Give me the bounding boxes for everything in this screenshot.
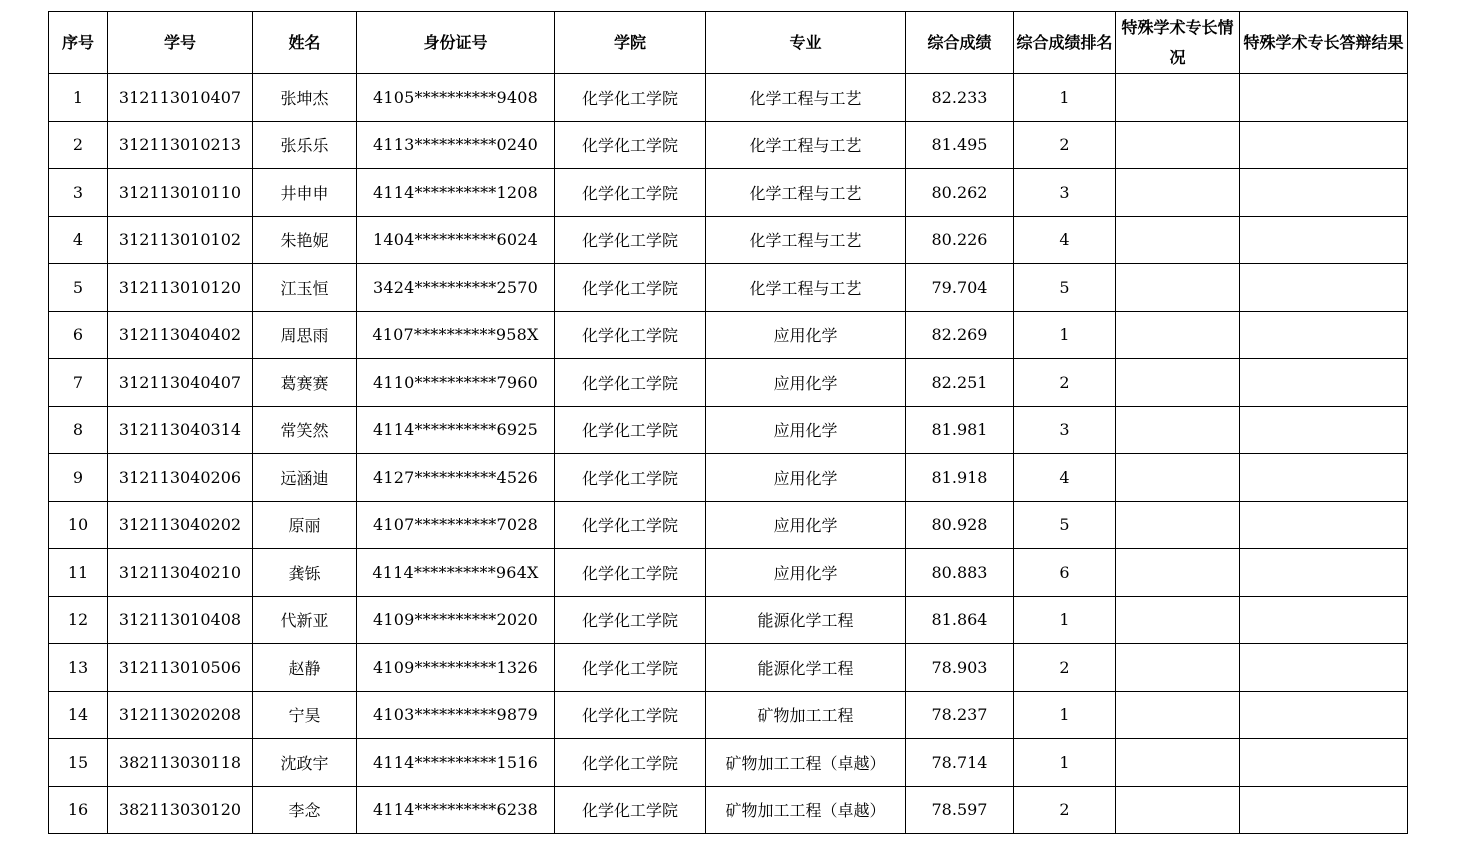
table-row xyxy=(49,216,1408,264)
cell-overall-score: 81.918 xyxy=(906,454,1014,502)
cell-student-id: 312113020208 xyxy=(108,691,253,739)
cell-index: 6 xyxy=(49,311,108,359)
cell-index: 7 xyxy=(49,359,108,407)
cell-college: 化学化工学院 xyxy=(555,644,706,692)
cell-score-rank: 1 xyxy=(1014,691,1116,739)
cell-defense-result xyxy=(1240,264,1408,312)
table-header xyxy=(49,12,1408,74)
cell-name: 井申申 xyxy=(253,169,357,217)
cell-defense-result xyxy=(1240,501,1408,549)
cell-special-expertise xyxy=(1116,691,1240,739)
table-row xyxy=(49,406,1408,454)
cell-score-rank: 2 xyxy=(1014,359,1116,407)
cell-index: 1 xyxy=(49,74,108,122)
cell-special-expertise xyxy=(1116,454,1240,502)
cell-major: 矿物加工工程 xyxy=(706,691,906,739)
cell-college: 化学化工学院 xyxy=(555,501,706,549)
cell-id-number: 4109**********2020 xyxy=(357,596,555,644)
cell-special-expertise xyxy=(1116,786,1240,834)
cell-special-expertise xyxy=(1116,549,1240,597)
cell-score-rank: 5 xyxy=(1014,501,1116,549)
cell-score-rank: 2 xyxy=(1014,644,1116,692)
cell-overall-score: 81.495 xyxy=(906,121,1014,169)
cell-index: 11 xyxy=(49,549,108,597)
cell-id-number: 4114**********6925 xyxy=(357,406,555,454)
cell-special-expertise xyxy=(1116,264,1240,312)
cell-index: 8 xyxy=(49,406,108,454)
cell-defense-result xyxy=(1240,691,1408,739)
cell-college: 化学化工学院 xyxy=(555,311,706,359)
cell-id-number: 4107**********958X xyxy=(357,311,555,359)
cell-major: 应用化学 xyxy=(706,549,906,597)
col-header-major: 专业 xyxy=(706,12,906,74)
cell-name: 赵静 xyxy=(253,644,357,692)
cell-student-id: 382113030120 xyxy=(108,786,253,834)
cell-college: 化学化工学院 xyxy=(555,121,706,169)
cell-id-number: 4109**********1326 xyxy=(357,644,555,692)
cell-id-number: 4107**********7028 xyxy=(357,501,555,549)
cell-college: 化学化工学院 xyxy=(555,691,706,739)
cell-college: 化学化工学院 xyxy=(555,216,706,264)
cell-overall-score: 78.597 xyxy=(906,786,1014,834)
table-row xyxy=(49,359,1408,407)
cell-name: 葛赛赛 xyxy=(253,359,357,407)
cell-score-rank: 1 xyxy=(1014,74,1116,122)
cell-major: 应用化学 xyxy=(706,454,906,502)
table-row xyxy=(49,549,1408,597)
cell-defense-result xyxy=(1240,596,1408,644)
cell-id-number: 1404**********6024 xyxy=(357,216,555,264)
col-header-defense-result: 特殊学术专长答辩结果 xyxy=(1240,12,1408,74)
cell-defense-result xyxy=(1240,169,1408,217)
cell-id-number: 4103**********9879 xyxy=(357,691,555,739)
cell-id-number: 4114**********964X xyxy=(357,549,555,597)
cell-overall-score: 80.226 xyxy=(906,216,1014,264)
cell-defense-result xyxy=(1240,121,1408,169)
table-row xyxy=(49,74,1408,122)
cell-special-expertise xyxy=(1116,311,1240,359)
cell-student-id: 312113010120 xyxy=(108,264,253,312)
cell-id-number: 4110**********7960 xyxy=(357,359,555,407)
col-header-overall-score: 综合成绩 xyxy=(906,12,1014,74)
cell-defense-result xyxy=(1240,311,1408,359)
cell-id-number: 4114**********6238 xyxy=(357,786,555,834)
cell-college: 化学化工学院 xyxy=(555,786,706,834)
cell-major: 化学工程与工艺 xyxy=(706,169,906,217)
cell-special-expertise xyxy=(1116,121,1240,169)
cell-student-id: 312113040210 xyxy=(108,549,253,597)
cell-special-expertise xyxy=(1116,739,1240,787)
table-row xyxy=(49,739,1408,787)
cell-major: 应用化学 xyxy=(706,406,906,454)
cell-index: 2 xyxy=(49,121,108,169)
cell-score-rank: 4 xyxy=(1014,454,1116,502)
cell-name: 张乐乐 xyxy=(253,121,357,169)
table-row xyxy=(49,691,1408,739)
table-row xyxy=(49,121,1408,169)
cell-name: 沈政宇 xyxy=(253,739,357,787)
cell-overall-score: 81.864 xyxy=(906,596,1014,644)
cell-score-rank: 6 xyxy=(1014,549,1116,597)
cell-score-rank: 3 xyxy=(1014,406,1116,454)
cell-score-rank: 1 xyxy=(1014,596,1116,644)
cell-special-expertise xyxy=(1116,501,1240,549)
cell-defense-result xyxy=(1240,644,1408,692)
cell-student-id: 312113010110 xyxy=(108,169,253,217)
cell-overall-score: 80.928 xyxy=(906,501,1014,549)
cell-student-id: 382113030118 xyxy=(108,739,253,787)
cell-college: 化学化工学院 xyxy=(555,74,706,122)
cell-score-rank: 2 xyxy=(1014,121,1116,169)
cell-overall-score: 82.251 xyxy=(906,359,1014,407)
cell-name: 龚铄 xyxy=(253,549,357,597)
cell-defense-result xyxy=(1240,74,1408,122)
cell-name: 远涵迪 xyxy=(253,454,357,502)
cell-overall-score: 78.903 xyxy=(906,644,1014,692)
cell-college: 化学化工学院 xyxy=(555,169,706,217)
table-row xyxy=(49,644,1408,692)
cell-index: 4 xyxy=(49,216,108,264)
cell-special-expertise xyxy=(1116,406,1240,454)
cell-defense-result xyxy=(1240,786,1408,834)
cell-major: 化学工程与工艺 xyxy=(706,216,906,264)
cell-score-rank: 2 xyxy=(1014,786,1116,834)
cell-overall-score: 78.237 xyxy=(906,691,1014,739)
col-header-college: 学院 xyxy=(555,12,706,74)
cell-major: 矿物加工工程（卓越） xyxy=(706,739,906,787)
cell-special-expertise xyxy=(1116,596,1240,644)
cell-index: 15 xyxy=(49,739,108,787)
cell-major: 应用化学 xyxy=(706,359,906,407)
cell-id-number: 4127**********4526 xyxy=(357,454,555,502)
cell-major: 应用化学 xyxy=(706,311,906,359)
cell-defense-result xyxy=(1240,406,1408,454)
cell-major: 化学工程与工艺 xyxy=(706,264,906,312)
cell-defense-result xyxy=(1240,549,1408,597)
cell-index: 5 xyxy=(49,264,108,312)
cell-student-id: 312113040402 xyxy=(108,311,253,359)
cell-student-id: 312113010506 xyxy=(108,644,253,692)
table-row xyxy=(49,264,1408,312)
cell-index: 9 xyxy=(49,454,108,502)
table-row xyxy=(49,786,1408,834)
cell-index: 10 xyxy=(49,501,108,549)
cell-college: 化学化工学院 xyxy=(555,596,706,644)
header-row xyxy=(49,12,1408,74)
cell-college: 化学化工学院 xyxy=(555,264,706,312)
cell-college: 化学化工学院 xyxy=(555,549,706,597)
cell-major: 矿物加工工程（卓越） xyxy=(706,786,906,834)
cell-overall-score: 80.262 xyxy=(906,169,1014,217)
cell-score-rank: 4 xyxy=(1014,216,1116,264)
cell-overall-score: 82.269 xyxy=(906,311,1014,359)
cell-name: 周思雨 xyxy=(253,311,357,359)
cell-student-id: 312113010408 xyxy=(108,596,253,644)
cell-college: 化学化工学院 xyxy=(555,454,706,502)
cell-name: 宁昊 xyxy=(253,691,357,739)
cell-id-number: 4113**********0240 xyxy=(357,121,555,169)
table-body xyxy=(49,74,1408,834)
cell-name: 朱艳妮 xyxy=(253,216,357,264)
col-header-name: 姓名 xyxy=(253,12,357,74)
cell-index: 14 xyxy=(49,691,108,739)
col-header-score-rank: 综合成绩排名 xyxy=(1014,12,1116,74)
cell-id-number: 3424**********2570 xyxy=(357,264,555,312)
cell-name: 江玉恒 xyxy=(253,264,357,312)
cell-name: 李念 xyxy=(253,786,357,834)
cell-name: 张坤杰 xyxy=(253,74,357,122)
cell-overall-score: 82.233 xyxy=(906,74,1014,122)
cell-id-number: 4114**********1516 xyxy=(357,739,555,787)
cell-special-expertise xyxy=(1116,216,1240,264)
cell-index: 13 xyxy=(49,644,108,692)
cell-score-rank: 1 xyxy=(1014,739,1116,787)
cell-score-rank: 1 xyxy=(1014,311,1116,359)
cell-student-id: 312113010407 xyxy=(108,74,253,122)
cell-student-id: 312113010213 xyxy=(108,121,253,169)
cell-overall-score: 79.704 xyxy=(906,264,1014,312)
table-row xyxy=(49,311,1408,359)
cell-defense-result xyxy=(1240,216,1408,264)
table-row xyxy=(49,169,1408,217)
col-header-index: 序号 xyxy=(49,12,108,74)
cell-special-expertise xyxy=(1116,644,1240,692)
cell-student-id: 312113040407 xyxy=(108,359,253,407)
cell-id-number: 4114**********1208 xyxy=(357,169,555,217)
cell-index: 12 xyxy=(49,596,108,644)
cell-college: 化学化工学院 xyxy=(555,359,706,407)
cell-student-id: 312113040206 xyxy=(108,454,253,502)
cell-special-expertise xyxy=(1116,74,1240,122)
cell-student-id: 312113040314 xyxy=(108,406,253,454)
cell-major: 化学工程与工艺 xyxy=(706,74,906,122)
cell-student-id: 312113010102 xyxy=(108,216,253,264)
cell-name: 原丽 xyxy=(253,501,357,549)
table-row xyxy=(49,454,1408,502)
score-ranking-table xyxy=(48,11,1408,834)
cell-id-number: 4105**********9408 xyxy=(357,74,555,122)
table-row xyxy=(49,501,1408,549)
cell-overall-score: 81.981 xyxy=(906,406,1014,454)
cell-special-expertise xyxy=(1116,359,1240,407)
cell-college: 化学化工学院 xyxy=(555,739,706,787)
cell-score-rank: 5 xyxy=(1014,264,1116,312)
cell-index: 16 xyxy=(49,786,108,834)
cell-overall-score: 78.714 xyxy=(906,739,1014,787)
cell-name: 常笑然 xyxy=(253,406,357,454)
cell-college: 化学化工学院 xyxy=(555,406,706,454)
cell-major: 能源化学工程 xyxy=(706,644,906,692)
cell-major: 化学工程与工艺 xyxy=(706,121,906,169)
cell-student-id: 312113040202 xyxy=(108,501,253,549)
cell-defense-result xyxy=(1240,359,1408,407)
cell-defense-result xyxy=(1240,454,1408,502)
col-header-student-id: 学号 xyxy=(108,12,253,74)
cell-overall-score: 80.883 xyxy=(906,549,1014,597)
cell-index: 3 xyxy=(49,169,108,217)
col-header-special-expertise: 特殊学术专长情况 xyxy=(1116,12,1240,74)
cell-special-expertise xyxy=(1116,169,1240,217)
col-header-id-number: 身份证号 xyxy=(357,12,555,74)
cell-major: 能源化学工程 xyxy=(706,596,906,644)
cell-score-rank: 3 xyxy=(1014,169,1116,217)
table-row xyxy=(49,596,1408,644)
cell-major: 应用化学 xyxy=(706,501,906,549)
cell-name: 代新亚 xyxy=(253,596,357,644)
cell-defense-result xyxy=(1240,739,1408,787)
